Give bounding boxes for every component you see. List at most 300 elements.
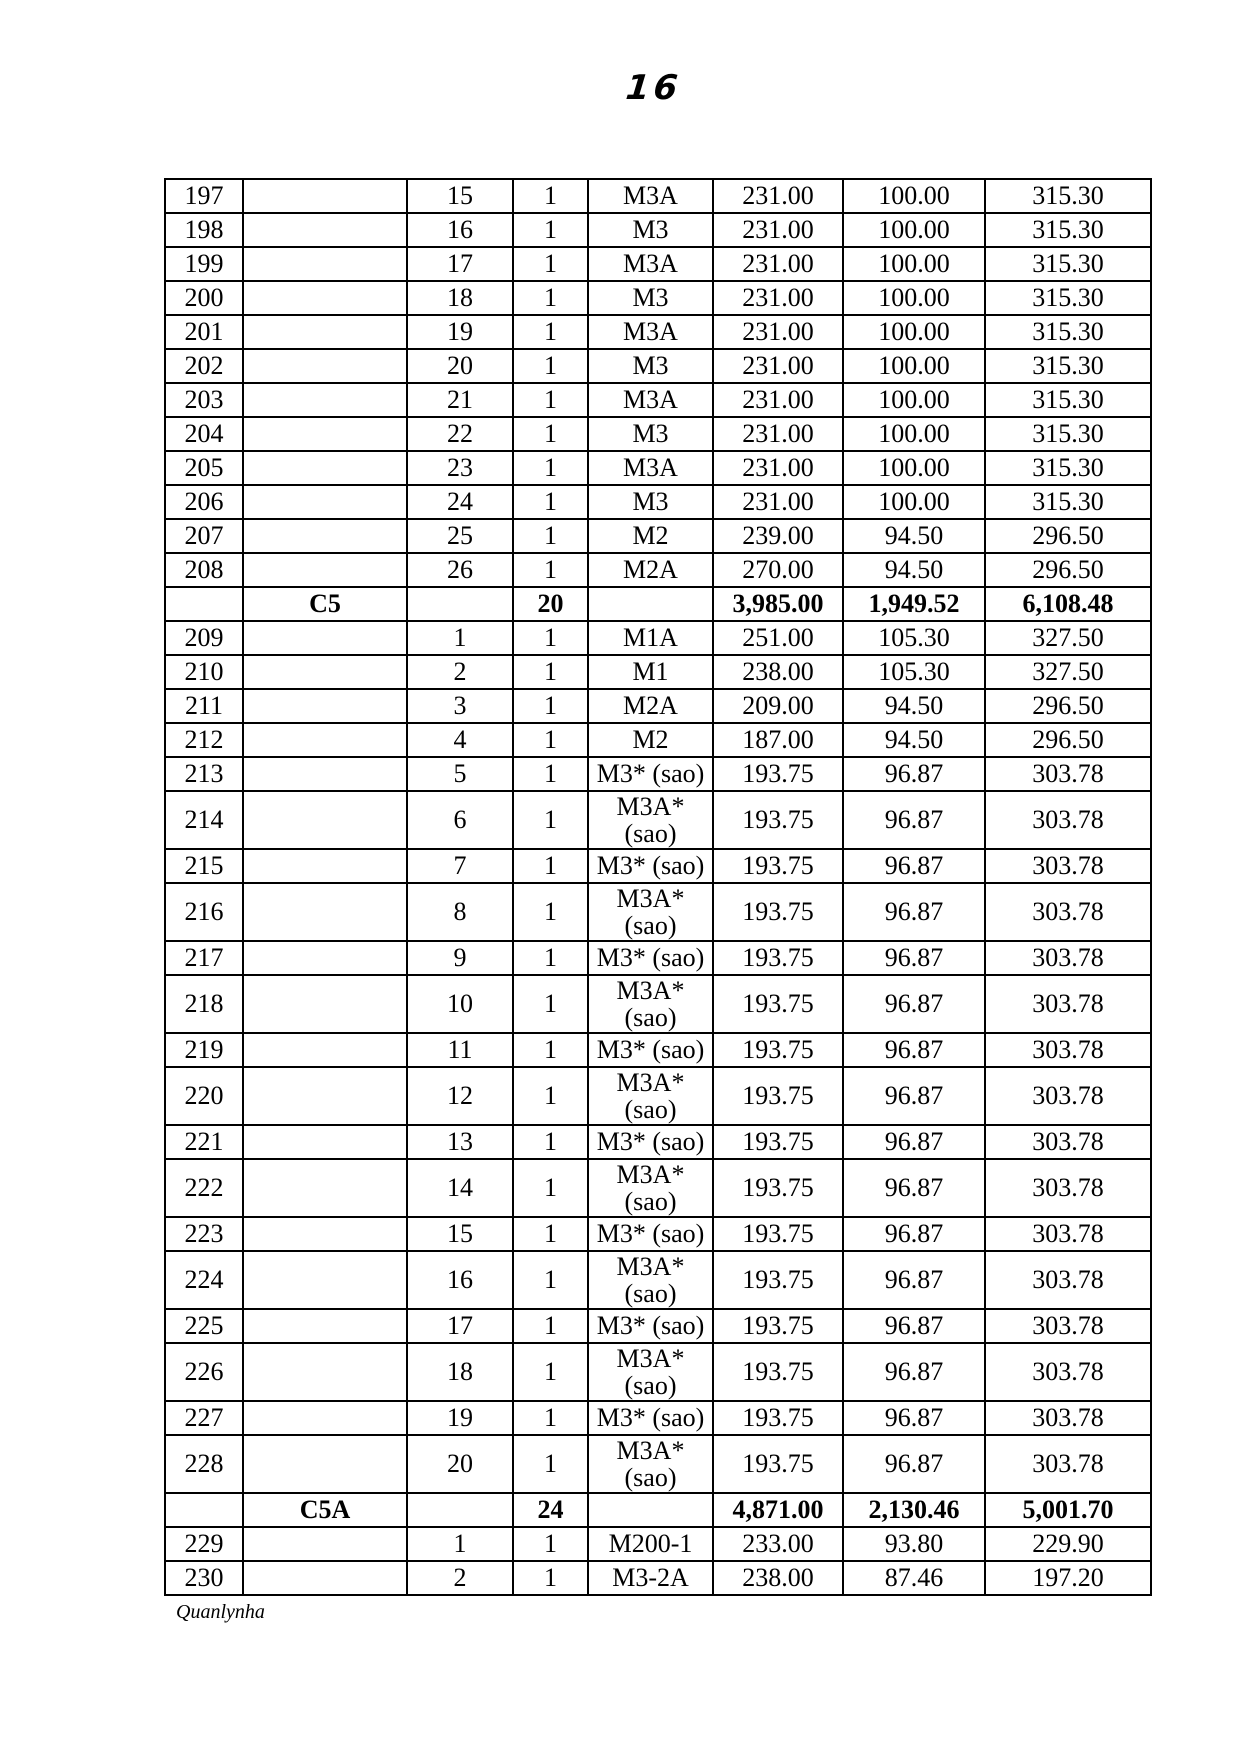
cell-row-number: 224 — [165, 1251, 243, 1309]
cell-model — [588, 975, 713, 1033]
cell-sequence: 18 — [407, 281, 513, 315]
cell-model — [588, 757, 713, 791]
cell-row-number: 218 — [165, 975, 243, 1033]
page-number: 16 — [623, 68, 684, 108]
cell-amount-3: 315.30 — [985, 281, 1151, 315]
cell-quantity: 24 — [513, 1493, 588, 1527]
model-text-line: M3A* — [616, 1067, 685, 1097]
cell-quantity: 1 — [513, 281, 588, 315]
model-text-line: M3A — [623, 317, 678, 347]
cell-group-code — [243, 1067, 407, 1125]
cell-amount-1: 193.75 — [713, 1309, 843, 1343]
cell-amount-3: 296.50 — [985, 689, 1151, 723]
cell-amount-3: 296.50 — [985, 519, 1151, 553]
cell-row-number: 198 — [165, 213, 243, 247]
model-text-line: M3A — [623, 181, 678, 211]
cell-amount-3: 303.78 — [985, 1309, 1151, 1343]
model-text-line: M3* (sao) — [596, 1311, 705, 1341]
cell-sequence: 23 — [407, 451, 513, 485]
cell-row-number: 204 — [165, 417, 243, 451]
model-text-line: M200-1 — [608, 1529, 693, 1559]
cell-group-code — [243, 1343, 407, 1401]
cell-sequence: 5 — [407, 757, 513, 791]
cell-amount-1: 193.75 — [713, 1343, 843, 1401]
cell-model — [588, 723, 713, 757]
table-row — [165, 723, 1151, 757]
model-text-line: M3 — [632, 419, 669, 449]
cell-group-code — [243, 519, 407, 553]
cell-amount-1: 193.75 — [713, 849, 843, 883]
cell-row-number: 206 — [165, 485, 243, 519]
cell-amount-3: 303.78 — [985, 941, 1151, 975]
table-row — [165, 1527, 1151, 1561]
cell-amount-2: 100.00 — [843, 451, 985, 485]
cell-group-code — [243, 975, 407, 1033]
model-text-line: M3-2A — [612, 1563, 689, 1593]
cell-quantity: 1 — [513, 349, 588, 383]
model-text-line: M3A* — [616, 1343, 685, 1373]
cell-amount-1: 193.75 — [713, 757, 843, 791]
cell-amount-1: 231.00 — [713, 315, 843, 349]
table-row — [165, 179, 1151, 213]
cell-quantity: 20 — [513, 587, 588, 621]
model-text-line: M1A — [623, 623, 678, 653]
cell-amount-3: 315.30 — [985, 315, 1151, 349]
cell-row-number: 207 — [165, 519, 243, 553]
cell-quantity: 1 — [513, 1435, 588, 1493]
model-text-line: M3A — [623, 385, 678, 415]
cell-model — [588, 179, 713, 213]
cell-amount-2: 94.50 — [843, 723, 985, 757]
cell-row-number: 222 — [165, 1159, 243, 1217]
cell-amount-1: 251.00 — [713, 621, 843, 655]
cell-row-number — [165, 587, 243, 621]
model-text-line: M2 — [632, 725, 669, 755]
cell-amount-1: 193.75 — [713, 1125, 843, 1159]
table-row — [165, 383, 1151, 417]
cell-group-code — [243, 1561, 407, 1595]
cell-amount-1: 3,985.00 — [713, 587, 843, 621]
cell-quantity: 1 — [513, 553, 588, 587]
cell-amount-1: 238.00 — [713, 655, 843, 689]
cell-amount-1: 193.75 — [713, 1435, 843, 1493]
cell-row-number: 201 — [165, 315, 243, 349]
cell-amount-2: 100.00 — [843, 383, 985, 417]
cell-sequence: 25 — [407, 519, 513, 553]
cell-amount-1: 193.75 — [713, 1067, 843, 1125]
model-text-line: (sao) — [624, 1187, 677, 1216]
cell-quantity: 1 — [513, 849, 588, 883]
table-row — [165, 519, 1151, 553]
cell-amount-3: 5,001.70 — [985, 1493, 1151, 1527]
model-text-line: M2 — [632, 521, 669, 551]
table-row — [165, 1251, 1151, 1309]
cell-quantity: 1 — [513, 1527, 588, 1561]
cell-model — [588, 655, 713, 689]
cell-amount-2: 96.87 — [843, 1435, 985, 1493]
cell-quantity: 1 — [513, 213, 588, 247]
model-text-line: M3A — [623, 453, 678, 483]
cell-quantity: 1 — [513, 1251, 588, 1309]
table-row — [165, 689, 1151, 723]
cell-amount-2: 96.87 — [843, 1309, 985, 1343]
model-text-line: M3A* — [616, 1251, 685, 1281]
cell-sequence: 8 — [407, 883, 513, 941]
table-row — [165, 791, 1151, 849]
model-text-line: M3* (sao) — [596, 1127, 705, 1157]
cell-model — [588, 883, 713, 941]
cell-amount-1: 231.00 — [713, 485, 843, 519]
cell-group-code — [243, 179, 407, 213]
cell-amount-1: 231.00 — [713, 247, 843, 281]
model-text-line: M3A* — [616, 791, 685, 821]
cell-amount-2: 94.50 — [843, 553, 985, 587]
cell-amount-1: 231.00 — [713, 451, 843, 485]
model-text-line: M3* (sao) — [596, 1403, 705, 1433]
cell-amount-2: 96.87 — [843, 1067, 985, 1125]
cell-quantity: 1 — [513, 1067, 588, 1125]
cell-amount-1: 231.00 — [713, 417, 843, 451]
cell-quantity: 1 — [513, 723, 588, 757]
cell-amount-1: 193.75 — [713, 1401, 843, 1435]
model-text-line: M3* (sao) — [596, 1035, 705, 1065]
cell-amount-2: 94.50 — [843, 689, 985, 723]
cell-model — [588, 1309, 713, 1343]
cell-quantity: 1 — [513, 247, 588, 281]
cell-quantity: 1 — [513, 1033, 588, 1067]
cell-amount-1: 193.75 — [713, 941, 843, 975]
cell-group-code — [243, 383, 407, 417]
cell-model — [588, 519, 713, 553]
cell-row-number: 205 — [165, 451, 243, 485]
cell-group-code — [243, 1309, 407, 1343]
model-text-line: M1 — [632, 657, 669, 687]
table-row — [165, 247, 1151, 281]
cell-amount-2: 94.50 — [843, 519, 985, 553]
cell-group-code — [243, 553, 407, 587]
cell-model — [588, 281, 713, 315]
cell-sequence: 22 — [407, 417, 513, 451]
cell-model — [588, 1251, 713, 1309]
cell-amount-1: 193.75 — [713, 883, 843, 941]
cell-amount-2: 96.87 — [843, 791, 985, 849]
cell-amount-2: 105.30 — [843, 655, 985, 689]
cell-group-code — [243, 1125, 407, 1159]
cell-row-number: 219 — [165, 1033, 243, 1067]
cell-amount-3: 315.30 — [985, 383, 1151, 417]
cell-sequence: 26 — [407, 553, 513, 587]
table-row — [165, 1159, 1151, 1217]
model-text-line: M3 — [632, 215, 669, 245]
cell-model — [588, 1401, 713, 1435]
cell-amount-2: 96.87 — [843, 1251, 985, 1309]
cell-row-number: 223 — [165, 1217, 243, 1251]
cell-sequence: 19 — [407, 315, 513, 349]
cell-sequence: 13 — [407, 1125, 513, 1159]
cell-amount-3: 303.78 — [985, 1435, 1151, 1493]
cell-row-number: 230 — [165, 1561, 243, 1595]
cell-model — [588, 1159, 713, 1217]
cell-row-number: 226 — [165, 1343, 243, 1401]
cell-amount-3: 303.78 — [985, 975, 1151, 1033]
table-row — [165, 315, 1151, 349]
cell-quantity: 1 — [513, 485, 588, 519]
cell-group-code — [243, 791, 407, 849]
table-row — [165, 349, 1151, 383]
cell-model — [588, 451, 713, 485]
cell-row-number: 217 — [165, 941, 243, 975]
cell-sequence: 17 — [407, 247, 513, 281]
cell-amount-1: 193.75 — [713, 791, 843, 849]
cell-sequence: 4 — [407, 723, 513, 757]
cell-quantity: 1 — [513, 941, 588, 975]
cell-model — [588, 621, 713, 655]
model-text-line: M3* (sao) — [596, 759, 705, 789]
cell-row-number: 214 — [165, 791, 243, 849]
cell-amount-3: 303.78 — [985, 1033, 1151, 1067]
cell-amount-3: 229.90 — [985, 1527, 1151, 1561]
cell-sequence: 16 — [407, 213, 513, 247]
cell-row-number: 209 — [165, 621, 243, 655]
cell-model — [588, 849, 713, 883]
model-text-line: M3A* — [616, 883, 685, 913]
cell-model — [588, 1527, 713, 1561]
cell-group-code — [243, 1435, 407, 1493]
cell-group-code — [243, 315, 407, 349]
table-row — [165, 883, 1151, 941]
cell-amount-1: 187.00 — [713, 723, 843, 757]
cell-model — [588, 1125, 713, 1159]
cell-amount-3: 303.78 — [985, 1343, 1151, 1401]
cell-sequence: 16 — [407, 1251, 513, 1309]
cell-group-code — [243, 723, 407, 757]
cell-row-number — [165, 1493, 243, 1527]
model-text-line: M2A — [623, 691, 678, 721]
cell-row-number: 227 — [165, 1401, 243, 1435]
cell-group-code: C5A — [243, 1493, 407, 1527]
cell-amount-1: 193.75 — [713, 1033, 843, 1067]
cell-sequence: 2 — [407, 1561, 513, 1595]
cell-row-number: 220 — [165, 1067, 243, 1125]
table-row — [165, 417, 1151, 451]
cell-model — [588, 349, 713, 383]
cell-group-code — [243, 281, 407, 315]
cell-group-code — [243, 941, 407, 975]
cell-amount-3: 303.78 — [985, 1401, 1151, 1435]
cell-quantity: 1 — [513, 1159, 588, 1217]
table-row — [165, 451, 1151, 485]
cell-row-number: 197 — [165, 179, 243, 213]
model-text-line: M3* (sao) — [596, 943, 705, 973]
cell-row-number: 202 — [165, 349, 243, 383]
cell-amount-2: 100.00 — [843, 247, 985, 281]
cell-quantity: 1 — [513, 883, 588, 941]
cell-row-number: 229 — [165, 1527, 243, 1561]
cell-amount-1: 231.00 — [713, 213, 843, 247]
cell-amount-2: 96.87 — [843, 1401, 985, 1435]
cell-row-number: 199 — [165, 247, 243, 281]
cell-amount-3: 197.20 — [985, 1561, 1151, 1595]
table-row — [165, 621, 1151, 655]
cell-amount-1: 193.75 — [713, 1217, 843, 1251]
table-row — [165, 1033, 1151, 1067]
cell-amount-1: 270.00 — [713, 553, 843, 587]
cell-amount-3: 327.50 — [985, 655, 1151, 689]
cell-amount-3: 315.30 — [985, 247, 1151, 281]
cell-amount-2: 100.00 — [843, 213, 985, 247]
cell-sequence: 9 — [407, 941, 513, 975]
table-row — [165, 1435, 1151, 1493]
cell-amount-1: 238.00 — [713, 1561, 843, 1595]
cell-group-code — [243, 621, 407, 655]
cell-model — [588, 247, 713, 281]
cell-row-number: 228 — [165, 1435, 243, 1493]
table-row — [165, 1217, 1151, 1251]
cell-sequence: 19 — [407, 1401, 513, 1435]
cell-amount-2: 100.00 — [843, 485, 985, 519]
cell-group-code — [243, 417, 407, 451]
cell-amount-1: 193.75 — [713, 1159, 843, 1217]
cell-amount-2: 100.00 — [843, 179, 985, 213]
cell-group-code — [243, 349, 407, 383]
model-text-line: (sao) — [624, 1463, 677, 1492]
cell-sequence — [407, 587, 513, 621]
cell-sequence: 15 — [407, 1217, 513, 1251]
cell-amount-3: 315.30 — [985, 349, 1151, 383]
model-text-line: M2A — [623, 555, 678, 585]
cell-sequence: 18 — [407, 1343, 513, 1401]
cell-group-code — [243, 451, 407, 485]
cell-group-code — [243, 1527, 407, 1561]
table-row — [165, 975, 1151, 1033]
cell-amount-1: 193.75 — [713, 1251, 843, 1309]
cell-sequence: 14 — [407, 1159, 513, 1217]
cell-amount-3: 303.78 — [985, 883, 1151, 941]
cell-model — [588, 791, 713, 849]
cell-amount-3: 327.50 — [985, 621, 1151, 655]
cell-model — [588, 941, 713, 975]
cell-row-number: 213 — [165, 757, 243, 791]
summary-row — [165, 587, 1151, 621]
cell-group-code — [243, 1217, 407, 1251]
cell-model — [588, 1561, 713, 1595]
cell-amount-1: 4,871.00 — [713, 1493, 843, 1527]
table-row — [165, 485, 1151, 519]
table-row — [165, 1067, 1151, 1125]
model-text-line: M3 — [632, 283, 669, 313]
cell-row-number: 200 — [165, 281, 243, 315]
cell-amount-1: 231.00 — [713, 349, 843, 383]
cell-group-code — [243, 247, 407, 281]
cell-model — [588, 1033, 713, 1067]
cell-group-code — [243, 757, 407, 791]
cell-amount-2: 96.87 — [843, 757, 985, 791]
cell-sequence: 1 — [407, 621, 513, 655]
cell-group-code — [243, 655, 407, 689]
cell-quantity: 1 — [513, 1401, 588, 1435]
cell-model — [588, 1343, 713, 1401]
data-table — [164, 178, 1152, 1596]
cell-sequence: 2 — [407, 655, 513, 689]
cell-sequence: 20 — [407, 349, 513, 383]
cell-group-code — [243, 883, 407, 941]
table-row — [165, 757, 1151, 791]
cell-sequence: 1 — [407, 1527, 513, 1561]
cell-amount-3: 303.78 — [985, 1251, 1151, 1309]
cell-sequence — [407, 1493, 513, 1527]
cell-sequence: 6 — [407, 791, 513, 849]
cell-model — [588, 315, 713, 349]
cell-row-number: 212 — [165, 723, 243, 757]
table-row — [165, 1561, 1151, 1595]
cell-sequence: 24 — [407, 485, 513, 519]
footer-signature: Quanlynha — [176, 1601, 265, 1623]
cell-quantity: 1 — [513, 975, 588, 1033]
cell-sequence: 20 — [407, 1435, 513, 1493]
cell-quantity: 1 — [513, 1343, 588, 1401]
cell-row-number: 208 — [165, 553, 243, 587]
cell-amount-2: 105.30 — [843, 621, 985, 655]
cell-model — [588, 553, 713, 587]
cell-quantity: 1 — [513, 179, 588, 213]
cell-amount-2: 96.87 — [843, 849, 985, 883]
cell-amount-2: 96.87 — [843, 975, 985, 1033]
model-text-line: M3A — [623, 249, 678, 279]
cell-row-number: 221 — [165, 1125, 243, 1159]
cell-amount-1: 239.00 — [713, 519, 843, 553]
cell-amount-2: 100.00 — [843, 417, 985, 451]
cell-amount-1: 209.00 — [713, 689, 843, 723]
cell-amount-3: 315.30 — [985, 179, 1151, 213]
cell-model — [588, 1435, 713, 1493]
table-row — [165, 281, 1151, 315]
table-row — [165, 1343, 1151, 1401]
cell-model — [588, 417, 713, 451]
cell-amount-3: 303.78 — [985, 791, 1151, 849]
model-text-line: M3A* — [616, 975, 685, 1005]
cell-amount-2: 96.87 — [843, 1217, 985, 1251]
cell-amount-3: 6,108.48 — [985, 587, 1151, 621]
cell-amount-1: 231.00 — [713, 281, 843, 315]
cell-group-code — [243, 1159, 407, 1217]
cell-row-number: 203 — [165, 383, 243, 417]
table-row — [165, 655, 1151, 689]
model-text-line: (sao) — [624, 1371, 677, 1400]
cell-amount-3: 303.78 — [985, 1217, 1151, 1251]
cell-amount-3: 303.78 — [985, 1067, 1151, 1125]
cell-row-number: 211 — [165, 689, 243, 723]
cell-sequence: 15 — [407, 179, 513, 213]
cell-amount-3: 296.50 — [985, 723, 1151, 757]
cell-model — [588, 485, 713, 519]
cell-model — [588, 1217, 713, 1251]
cell-group-code — [243, 1251, 407, 1309]
cell-amount-3: 315.30 — [985, 485, 1151, 519]
cell-quantity: 1 — [513, 451, 588, 485]
table-row — [165, 1309, 1151, 1343]
cell-quantity: 1 — [513, 1561, 588, 1595]
model-text-line: (sao) — [624, 911, 677, 940]
cell-group-code — [243, 849, 407, 883]
cell-row-number: 225 — [165, 1309, 243, 1343]
model-text-line: (sao) — [624, 1003, 677, 1032]
table-row — [165, 941, 1151, 975]
cell-amount-2: 96.87 — [843, 1159, 985, 1217]
table-row — [165, 213, 1151, 247]
cell-model — [588, 689, 713, 723]
cell-amount-3: 303.78 — [985, 1159, 1151, 1217]
model-text-line: M3 — [632, 487, 669, 517]
